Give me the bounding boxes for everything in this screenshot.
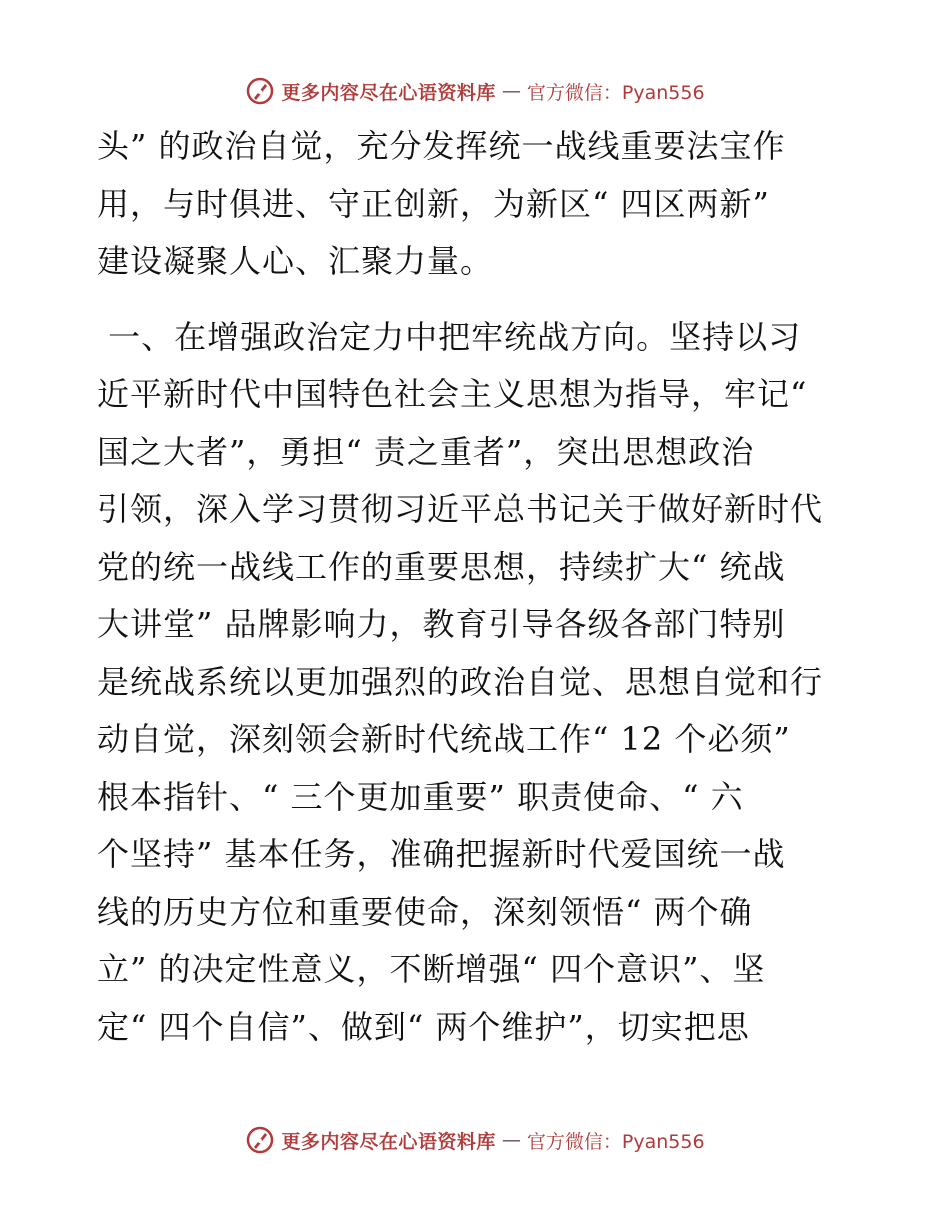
text-line: 线的历史方位和重要使命，深刻领悟“ 两个确 bbox=[97, 892, 753, 931]
text-line: 一、在增强政治定力中把牢统战方向。坚持以习 bbox=[97, 317, 802, 356]
text-line: 党的统一战线工作的重要思想，持续扩大“ 统战 bbox=[97, 547, 786, 586]
quill-circle-icon bbox=[245, 1125, 275, 1155]
text-line: 是统战系统以更加强烈的政治自觉、思想自觉和行 bbox=[97, 662, 824, 701]
footer-banner bbox=[0, 1120, 950, 1160]
banner-wechat-text: 官方微信：Pyan556 bbox=[526, 1130, 705, 1153]
text-line: 国之大者”，勇担“ 责之重者”，突出思想政治 bbox=[97, 432, 755, 471]
text-line: 近平新时代中国特色社会主义思想为指导，牢记“ bbox=[97, 375, 808, 413]
paragraph-1 bbox=[97, 118, 857, 291]
banner-brand-text: 更多内容尽在心语资料库 bbox=[281, 1130, 496, 1153]
paragraph-gap bbox=[97, 291, 857, 309]
text-line: 立” 的决定性意义，不断增强“ 四个意识”、坚 bbox=[97, 950, 766, 988]
paragraph-2 bbox=[97, 309, 857, 1057]
text-line: 定“ 四个自信”、做到“ 两个维护”，切实把思 bbox=[97, 1007, 750, 1046]
banner-brand-text: 更多内容尽在心语资料库 bbox=[281, 81, 496, 104]
text-line: 动自觉，深刻领会新时代统战工作“ 12 个必须” bbox=[97, 720, 791, 758]
banner-separator: — bbox=[501, 80, 521, 102]
banner-wechat-text: 官方微信：Pyan556 bbox=[526, 81, 705, 104]
text-line: 个坚持” 基本任务，准确把握新时代爱国统一战 bbox=[97, 835, 786, 873]
text-line: 建设凝聚人心、汇聚力量。 bbox=[97, 242, 494, 280]
quill-circle-icon bbox=[245, 76, 275, 106]
header-banner bbox=[0, 71, 950, 111]
text-line: 大讲堂” 品牌影响力，教育引导各级各部门特别 bbox=[97, 605, 786, 643]
text-line: 引领，深入学习贯彻习近平总书记关于做好新时代 bbox=[97, 490, 824, 528]
document-body bbox=[97, 118, 857, 1056]
banner-separator: — bbox=[501, 1129, 521, 1151]
text-line: 根本指针、“ 三个更加重要” 职责使命、“ 六 bbox=[97, 777, 744, 816]
text-line: 用，与时俱进、守正创新，为新区“ 四区两新” bbox=[97, 184, 770, 223]
text-line: 头” 的政治自觉，充分发挥统一战线重要法宝作 bbox=[97, 127, 786, 165]
